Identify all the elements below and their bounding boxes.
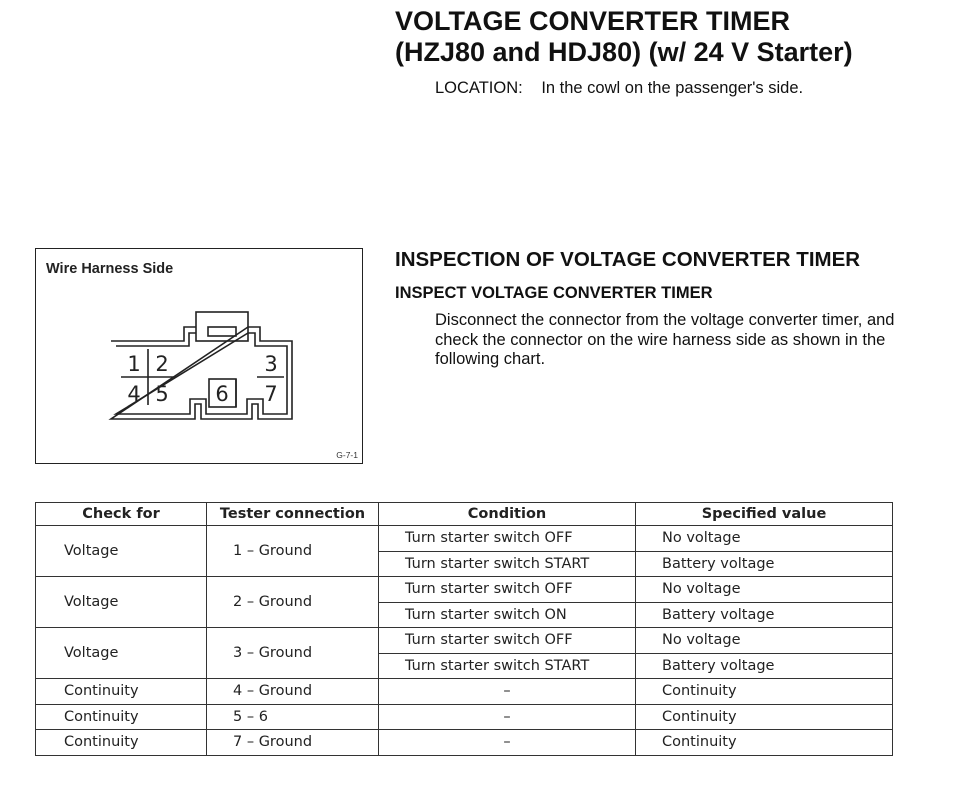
specified-value-cell: Battery voltage xyxy=(636,653,893,679)
tester-connection-cell: 4 – Ground xyxy=(207,679,379,705)
location-text: In the cowl on the passenger's side. xyxy=(541,79,804,97)
pin-7: 7 xyxy=(264,382,278,406)
pin-4: 4 xyxy=(127,382,141,406)
specified-value-cell: Battery voltage xyxy=(636,602,893,628)
specified-value-cell: No voltage xyxy=(636,628,893,654)
check-for-cell: Voltage xyxy=(36,577,207,628)
page-title xyxy=(395,6,853,68)
condition-cell: Turn starter switch START xyxy=(379,551,636,577)
table-row xyxy=(36,628,893,654)
location-label: LOCATION: xyxy=(435,79,523,97)
condition-cell: – xyxy=(379,679,636,705)
condition-cell: – xyxy=(379,704,636,730)
check-for-cell: Voltage xyxy=(36,526,207,577)
specified-value-cell: Continuity xyxy=(636,704,893,730)
table-row xyxy=(36,730,893,756)
check-for-cell: Continuity xyxy=(36,730,207,756)
tester-connection-cell: 7 – Ground xyxy=(207,730,379,756)
tester-connection-cell: 2 – Ground xyxy=(207,577,379,628)
condition-cell: Turn starter switch START xyxy=(379,653,636,679)
pin-3: 3 xyxy=(264,352,278,376)
specified-value-cell: Continuity xyxy=(636,679,893,705)
connector-drawing xyxy=(36,249,362,463)
table-header-row xyxy=(36,503,893,526)
check-for-cell: Voltage xyxy=(36,628,207,679)
header-check-for: Check for xyxy=(36,503,207,526)
condition-cell: Turn starter switch OFF xyxy=(379,526,636,552)
specified-value-cell: Continuity xyxy=(636,730,893,756)
pin-5: 5 xyxy=(155,382,169,406)
location-line xyxy=(435,79,803,98)
diagram-code: G-7-1 xyxy=(336,450,358,460)
check-for-cell: Continuity xyxy=(36,679,207,705)
instruction-text: Disconnect the connector from the voltage converter timer, and check the connector on the wire harness side as shown in the following chart. xyxy=(435,311,895,368)
tester-connection-cell: 1 – Ground xyxy=(207,526,379,577)
tester-connection-cell: 3 – Ground xyxy=(207,628,379,679)
section-subheading: INSPECT VOLTAGE CONVERTER TIMER xyxy=(395,284,713,302)
table-row xyxy=(36,577,893,603)
title-line-1: VOLTAGE CONVERTER TIMER xyxy=(395,6,791,36)
condition-cell: Turn starter switch ON xyxy=(379,602,636,628)
specified-value-cell: No voltage xyxy=(636,526,893,552)
connector-diagram xyxy=(35,248,363,464)
tester-connection-cell: 5 – 6 xyxy=(207,704,379,730)
pin-6: 6 xyxy=(215,382,229,406)
section-heading: INSPECTION OF VOLTAGE CONVERTER TIMER xyxy=(395,248,861,271)
pin-2: 2 xyxy=(155,352,169,376)
header-tester-connection: Tester connection xyxy=(207,503,379,526)
pin-1: 1 xyxy=(127,352,141,376)
header-specified-value: Specified value xyxy=(636,503,893,526)
condition-cell: Turn starter switch OFF xyxy=(379,628,636,654)
inspection-table xyxy=(35,502,893,756)
table-row xyxy=(36,526,893,552)
header-condition: Condition xyxy=(379,503,636,526)
diagram-label: Wire Harness Side xyxy=(46,261,174,277)
table-row xyxy=(36,679,893,705)
condition-cell: – xyxy=(379,730,636,756)
check-for-cell: Continuity xyxy=(36,704,207,730)
condition-cell: Turn starter switch OFF xyxy=(379,577,636,603)
table-row xyxy=(36,704,893,730)
specified-value-cell: Battery voltage xyxy=(636,551,893,577)
specified-value-cell: No voltage xyxy=(636,577,893,603)
title-line-2: (HZJ80 and HDJ80) (w/ 24 V Starter) xyxy=(395,37,853,67)
